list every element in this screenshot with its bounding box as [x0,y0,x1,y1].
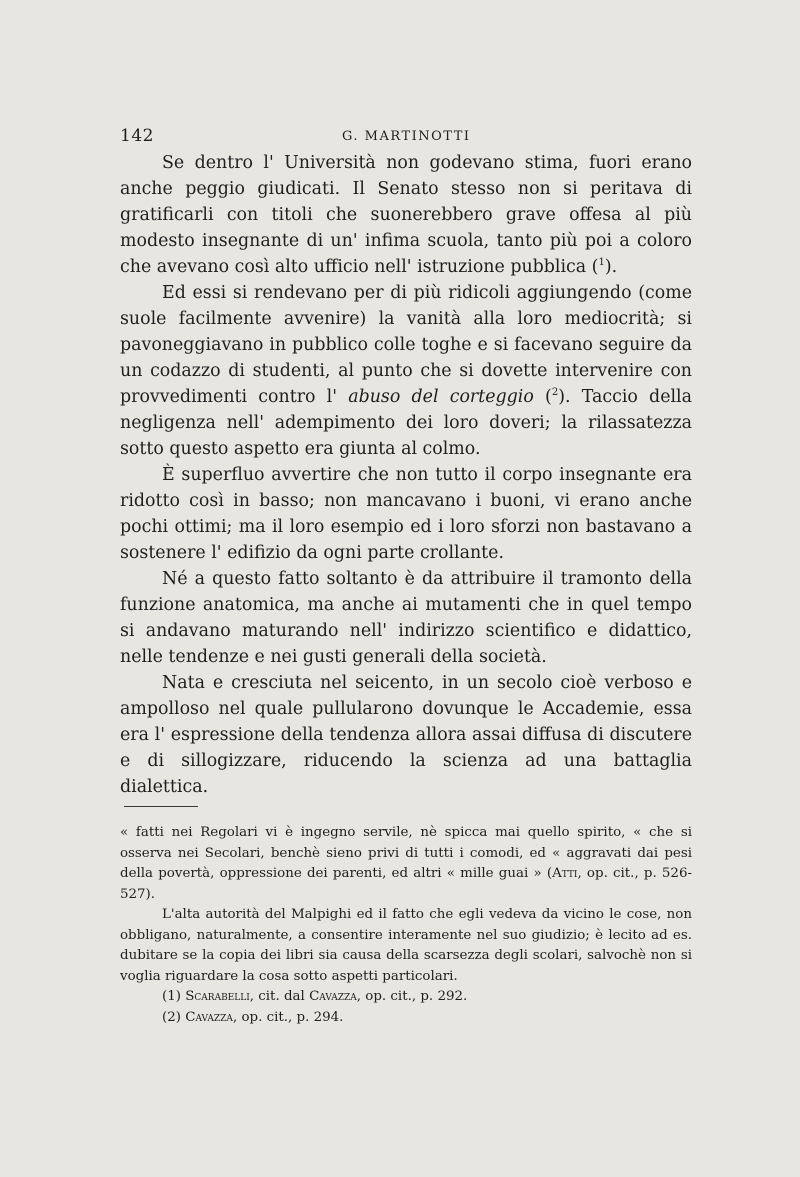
footnote-2-marker: (2) [162,1009,181,1025]
footnote-ref-1: 1 [598,257,605,269]
paragraph-1 [120,150,692,280]
footnote-2-author: Cavazza [185,1009,233,1025]
footnote-quote-text: « fatti nei Regolari vi è ingegno servile, nè spicca mai quello spirito, « che si osserva nei Secolari, benchè sieno privi di tutti i comodi, ed « aggravati dai pesi della povertà, oppressione dei parenti, ed altri « mille guai » ( [120,825,692,881]
paragraph-2-text: Ed essi si rendevano per di più ridicoli aggiungendo (come suole facilmente avvenire) la vanità alla loro mediocrità; si pavoneggiavano in pubblico colle toghe e si facevano seguire da un codazzo di studenti, al punto che si dovette intervenire con provvedimenti contro l' [120,283,692,407]
page-header [120,126,690,148]
footnote-1 [120,987,692,1008]
paragraph-4: Né a questo fatto soltanto è da attribuire il tramonto della funzione anatomica, ma anche ai mutamenti che in quel tempo si andavano maturando nell' indirizzo scientifico e didattico, nelle tendenze e nei gusti generali della società. [120,569,692,667]
paragraph-2-ref-open: ( [533,387,552,407]
paragraph-1-end: ). [604,257,618,277]
footnotes [120,823,692,1028]
footnote-rule [124,806,198,807]
paragraph-3: È superfluo avvertire che non tutto il corpo insegnante era ridotto così in basso; non mancavano i buoni, vi erano anche pochi ottimi; ma il loro esempio ed i loro sforzi non bastavano a sostenere l' edifizio da ogni parte crollante. [120,465,692,563]
footnote-1-mid: , cit. dal [249,989,310,1004]
page-number: 142 [120,126,154,146]
footnote-1-marker: (1) [162,989,181,1004]
italic-phrase: abuso del corteggio [348,387,534,407]
footnote-1-author2: Cavazza [309,989,357,1004]
footnote-ref-2: 2 [551,387,559,399]
paragraph-1-text: Se dentro l' Università non godevano stima, fuori erano anche peggio giudicati. Il Senato stesso non si peritava di gratificarli con titoli che suonerebbero grave offesa al più modesto insegnante di un' infima scuola, tanto più poi a coloro che avevano così alto ufficio nell' istruzione pubblica ( [120,153,692,277]
footnote-quote [120,823,692,905]
running-head: G. MARTINOTTI [342,129,471,144]
footnote-1-author: Scarabelli [185,989,250,1004]
paragraph-5: Nata e cresciuta nel seicento, in un secolo cioè verboso e ampolloso nel quale pullularono dovunque le Accademie, essa era l' espressione della tendenza allora assai diffusa di discutere e di sillogizzare, riducendo la scienza ad una battaglia dialettica. [120,673,692,797]
footnote-2-citation: , op. cit., p. 294. [232,1009,344,1025]
footnote-quote-citation: , op. cit., p. 526-527). [120,866,692,902]
body-text [120,150,692,800]
paragraph-2 [120,280,692,462]
footnote-quote-author: Atti [552,866,578,881]
footnote-1-citation: , op. cit., p. 292. [356,989,468,1004]
paragraph-2-rest: ). Taccio della negligenza nell' adempimento dei loro doveri; la rilassatezza sotto questo aspetto era giunta al colmo. [120,387,692,459]
footnote-malpighi: L'alta autorità del Malpighi ed il fatto che egli vedeva da vicino le cose, non obbligano, naturalmente, a consentire interamente nel suo giudizio; è lecito ad es. dubitare se la copia dei libri sia causa della scarsezza degli scolari, salvochè non si voglia riguardare la cosa sotto aspetti particolari. [120,907,692,984]
footnote-2 [120,1008,692,1029]
